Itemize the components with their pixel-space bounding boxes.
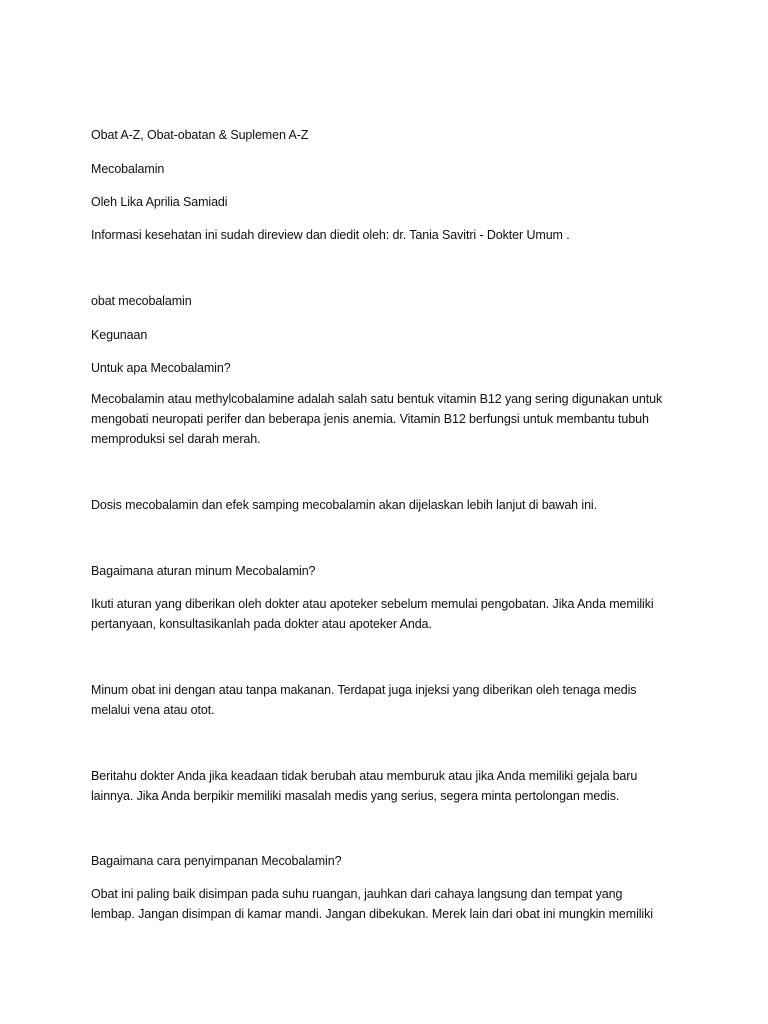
paragraph-line: Beritahu dokter Anda jika keadaan tidak berubah atau memburuk atau jika Anda memiliki gejala baru <box>91 769 638 783</box>
paragraph-line: mengobati neuropati perifer dan beberapa jenis anemia. Vitamin B12 berfungsi untuk membantu tubuh <box>91 412 649 426</box>
article-title: Mecobalamin <box>91 162 165 176</box>
subheading-penyimpanan: Bagaimana cara penyimpanan Mecobalamin? <box>91 854 342 868</box>
author-line: Oleh Lika Aprilia Samiadi <box>91 195 228 209</box>
paragraph-line: pertanyaan, konsultasikanlah pada dokter atau apoteker Anda. <box>91 617 432 631</box>
review-info-line: Informasi kesehatan ini sudah direview dan diedit oleh: dr. Tania Savitri - Dokter Umum . <box>91 228 570 242</box>
breadcrumb-line: Obat A-Z, Obat-obatan & Suplemen A-Z <box>91 128 309 142</box>
paragraph-line: Mecobalamin atau methylcobalamine adalah salah satu bentuk vitamin B12 yang sering digunakan untuk <box>91 392 663 406</box>
paragraph-line: lembap. Jangan disimpan di kamar mandi. Jangan dibekukan. Merek lain dari obat ini mungkin memiliki <box>91 907 653 921</box>
subheading-untuk-apa: Untuk apa Mecobalamin? <box>91 361 231 375</box>
section-heading-kegunaan: Kegunaan <box>91 328 148 342</box>
paragraph-line: Ikuti aturan yang diberikan oleh dokter atau apoteker sebelum memulai pengobatan. Jika Anda memiliki <box>91 597 654 611</box>
paragraph-line: melalui vena atau otot. <box>91 703 215 717</box>
subheading-aturan-minum: Bagaimana aturan minum Mecobalamin? <box>91 564 316 578</box>
paragraph-line: memproduksi sel darah merah. <box>91 432 261 446</box>
paragraph-line: Minum obat ini dengan atau tanpa makanan. Terdapat juga injeksi yang diberikan oleh tenaga medis <box>91 683 637 697</box>
paragraph-line: Obat ini paling baik disimpan pada suhu ruangan, jauhkan dari cahaya langsung dan tempat yang <box>91 887 623 901</box>
paragraph-line: lainnya. Jika Anda berpikir memiliki masalah medis yang serius, segera minta pertolongan medis. <box>91 789 620 803</box>
image-caption: obat mecobalamin <box>91 294 192 308</box>
paragraph-line: Dosis mecobalamin dan efek samping mecobalamin akan dijelaskan lebih lanjut di bawah ini. <box>91 498 597 512</box>
